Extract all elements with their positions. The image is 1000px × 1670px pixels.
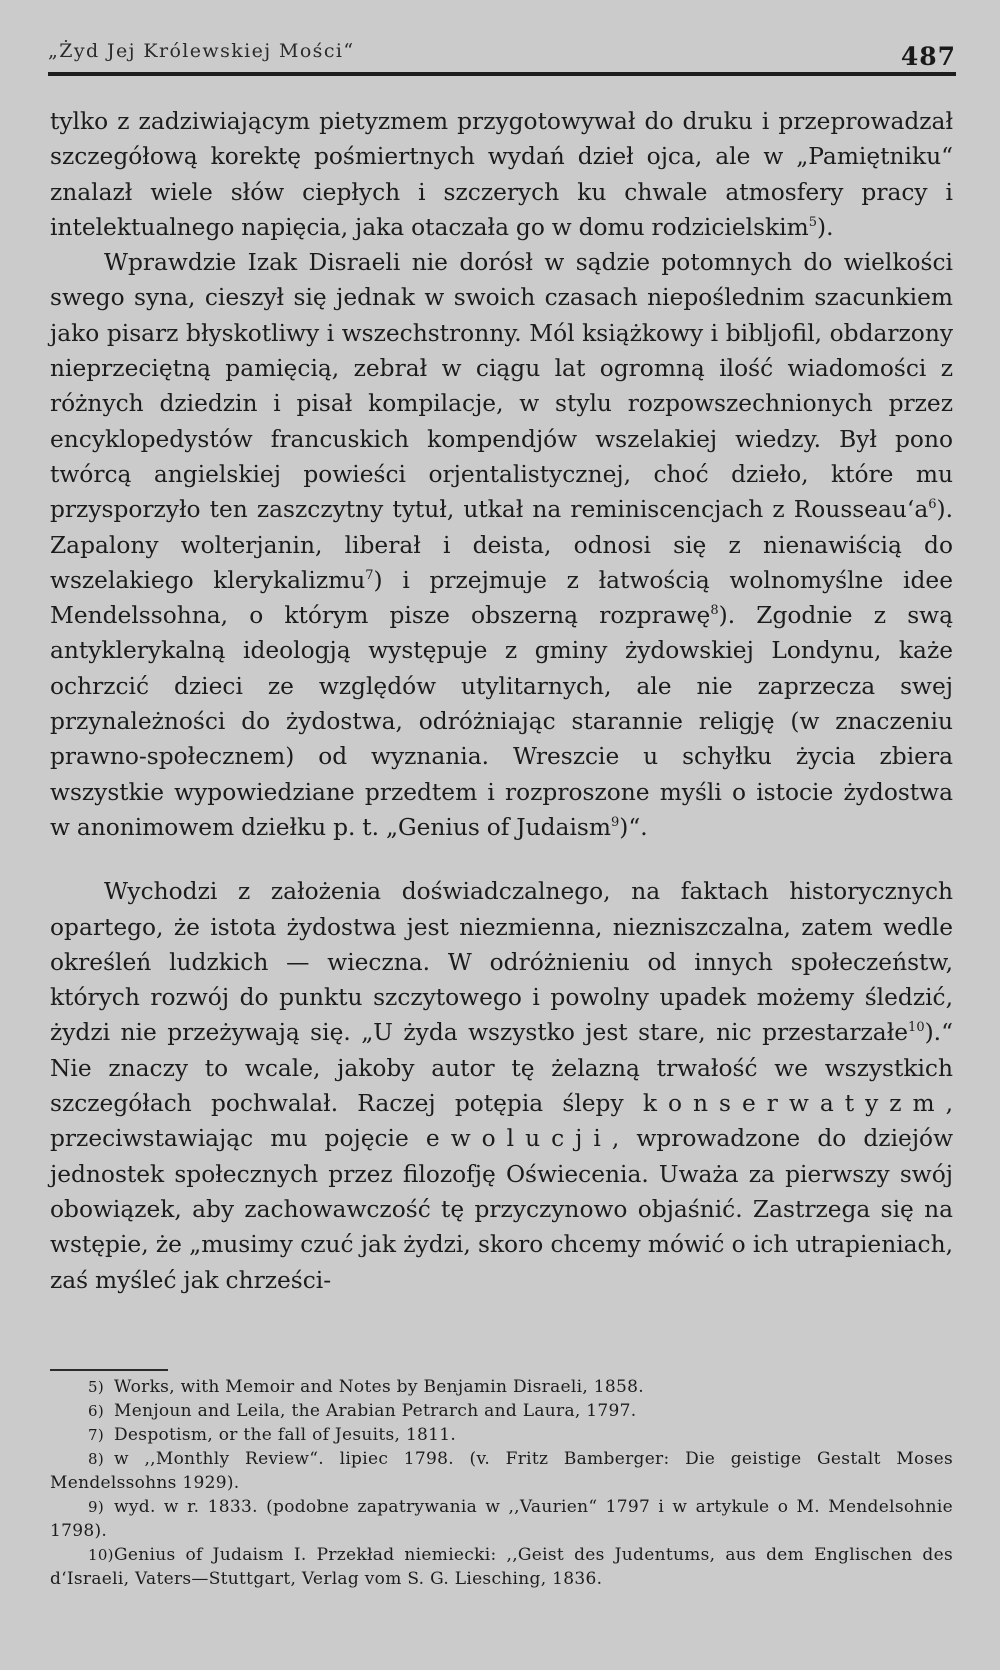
emphasized-term: ewolucji [425,1125,612,1153]
paragraph-3 [50,874,953,1298]
paragraph-text: ).“ Nie znaczy to wcale, jakoby autor tę żelazną trwałość we wszystkich szczegółach pochwalał. Raczej potępia ślepy [50,1019,953,1118]
page-number: 487 [900,42,956,71]
paragraph-text: , przeciwstawiając mu pojęcie [50,1090,954,1153]
footnote-6 [50,1399,953,1423]
footnote-ref[interactable]: 10 [908,1020,925,1036]
footnote-text: Despotism, or the fall of Jesuits, 1811. [114,1425,457,1445]
paragraph-text: ). Zapalony wolterjanin, liberał i deista, odnosi się z nienawiścią do wszelakiego klerykalizmu [50,496,953,594]
footnote-ref[interactable]: 5 [808,214,817,230]
paragraph-2 [50,245,953,845]
running-head [48,34,956,74]
footnote-number: 9) [88,1498,104,1516]
paragraph-text: Wprawdzie Izak Disraeli nie dorósł w sądzie potomnych do wielkości swego syna, cieszył się jednak w swoich czasach niepoślednim szacunkiem jako pisarz błyskotliwy i wszechstronny. Mól książkowy i bibljofil, obdarzony nieprzeciętną pamięcią, zebrał w ciągu lat ogromną ilość wiadomości z różnych dziedzin i pisał kompilacje, w stylu rozpowszechnionych przez encyklopedystów francuskich kompendjów wszelakiej wiedzy. Był pono twórcą angielskiej powieści orjentalistycznej, choć dzieło, które mu przysporzyło ten zaszczytny tytuł, utkał na reminiscencjach z Rousseau‘a [50,249,953,524]
paragraph-text: ). Zgodnie z swą antyklerykalną ideologją występuje z gminy żydowskiej Londynu, każe ochrzcić dzieci ze względów utylitarnych, ale nie zaprzecza swej przynależności do żydostwa, odróżniając starannie religję (w znaczeniu prawno-społecznem) od wyznania. Wreszcie u schyłku życia zbiera wszystkie wypowiedziane przedtem i rozproszone myśli o istocie żydostwa w anonimowem dziełku p. t. „Genius of Judaism [50,602,953,841]
running-head-title: „Żyd Jej Królewskiej Mości“ [48,40,355,62]
paragraph-text: Wychodzi z założenia doświadczalnego, na faktach historycznych opartego, że istota żydostwa jest niezmienna, niezniszczalna, zatem wedle określeń ludzkich — wieczna. W odróżnieniu od innych społeczeństw, których rozwój do punktu szczytowego i powolny upadek możemy śledzić, żydzi nie przeżywają się. „U żyda wszystko jest stare, nic przestarzałe [50,878,953,1047]
footnote-number: 10) [88,1546,114,1564]
footnote-text: Genius of Judaism I. Przekład niemiecki: ,,Geist des Judentums, aus dem Englischen des d‘Israeli, Vaters—Stuttgart, Verlag vom S. G. Liesching, 1836. [50,1545,953,1589]
footnote-10 [50,1543,953,1591]
footnote-5 [50,1375,953,1399]
paragraph-text: ). [816,213,834,241]
paragraph-text: , wprowadzone do dziejów jednostek społecznych przez filozofję Oświecenia. Uważa za pierwszy swój obowiązek, aby zachowawczość tę przyczynowo objaśnić. Zastrzega się na wstępie, że „musimy czuć jak żydzi, skoro chcemy mówić o ich utrapieniach, zaś myśleć jak chrześci- [50,1125,954,1294]
footnote-ref[interactable]: 6 [928,497,937,513]
footnote-number: 7) [88,1426,104,1444]
footnote-number: 6) [88,1402,104,1420]
paragraph-text: )“. [619,813,648,841]
footnote-text: wyd. w r. 1833. (podobne zapatrywania w ,,Vaurien“ 1797 i w artykule o M. Mendelsohnie 1798). [50,1497,953,1541]
footnote-text: Works, with Memoir and Notes by Benjamin Disraeli, 1858. [114,1377,644,1397]
footnote-ref[interactable]: 9 [610,814,620,830]
footnote-text: w ,,Monthly Review“. lipiec 1798. (v. Fritz Bamberger: Die geistige Gestalt Moses Mendelssohns 1929). [50,1449,953,1493]
footnote-text: Menjoun and Leila, the Arabian Petrarch and Laura, 1797. [114,1401,637,1421]
paragraph-1 [50,104,953,245]
footnote-ref[interactable]: 8 [710,603,719,619]
header-rule [48,72,956,76]
footnote-ref[interactable]: 7 [365,567,374,583]
body-text [50,104,953,1298]
footnote-number: 8) [88,1450,104,1468]
footnote-number: 5) [88,1378,104,1396]
footnote-9 [50,1495,953,1543]
footnote-7 [50,1423,953,1447]
paragraph-text: tylko z zadziwiającym pietyzmem przygotowywał do druku i przeprowadzał szczegółową korektę pośmiertnych wydań dzieł ojca, ale w „Pamiętniku“ znalazł wiele słów ciepłych i szczerych ku chwale atmosfery pracy i intelektualnego napięcia, jaka otaczała go w domu rodzicielskim [50,108,953,241]
footnotes [50,1375,953,1591]
footnote-rule [50,1369,168,1371]
emphasized-term: konserwatyzm [642,1090,946,1118]
paragraph-text: ) i przejmuje z łatwością wolnomyślne idee Mendelssohna, o którym pisze obszerną rozprawę [50,566,953,630]
footnote-8 [50,1447,953,1495]
